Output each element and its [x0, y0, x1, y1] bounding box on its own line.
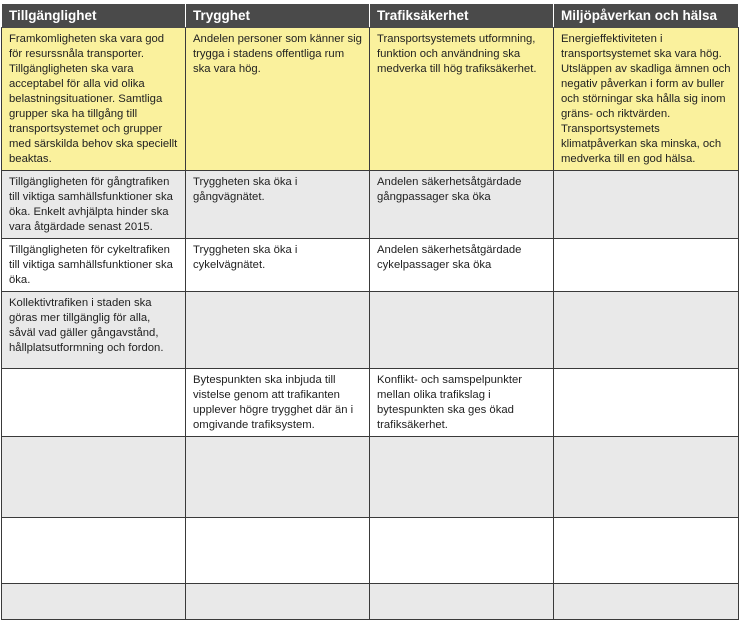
- table-row: [2, 369, 739, 437]
- table-cell: [370, 518, 554, 584]
- table-row: [2, 518, 739, 584]
- table-cell: [554, 584, 739, 620]
- table-row: [2, 437, 739, 518]
- table-cell: [2, 584, 186, 620]
- table-cell: [186, 518, 370, 584]
- table-row: [2, 584, 739, 620]
- table-cell: Tryggheten ska öka i gångvägnätet.: [186, 171, 370, 239]
- table-cell: [186, 584, 370, 620]
- header-trygghet: Trygghet: [186, 4, 370, 28]
- header-tillganglighet: Tillgänglighet: [2, 4, 186, 28]
- table-cell: Framkomligheten ska vara god för resurssnåla transporter. Tillgängligheten ska vara acceptabel för alla vid olika belastningsituationer. Samtliga grupper ska ha tillgång till transportsystemet och grupper med särskilda behov ska speciellt beaktas.: [2, 28, 186, 171]
- header-miljopaverkan: Miljöpåverkan och hälsa: [554, 4, 739, 28]
- table-cell: Andelen säkerhetsåtgärdade gångpassager ska öka: [370, 171, 554, 239]
- table-row: [2, 292, 739, 369]
- table-cell: [2, 437, 186, 518]
- table-cell: Andelen personer som känner sig trygga i stadens offentliga rum ska vara hög.: [186, 28, 370, 171]
- table-cell: [186, 292, 370, 369]
- table-cell: Bytespunkten ska inbjuda till vistelse genom att trafikanten upplever högre trygghet där än i omgivande trafiksystem.: [186, 369, 370, 437]
- header-trafiksakerhet: Trafiksäkerhet: [370, 4, 554, 28]
- table-cell: Konflikt- och samspelpunkter mellan olika trafikslag i bytespunkten ska ges ökad trafiksäkerhet.: [370, 369, 554, 437]
- table-cell: [554, 437, 739, 518]
- table-cell: Andelen säkerhetsåtgärdade cykelpassager ska öka: [370, 239, 554, 292]
- table-cell: Tillgängligheten för cykeltrafiken till viktiga samhällsfunktioner ska öka.: [2, 239, 186, 292]
- table-row: [2, 239, 739, 292]
- table-cell: [370, 437, 554, 518]
- table-cell: [186, 437, 370, 518]
- table-cell: [370, 292, 554, 369]
- table-cell: [554, 239, 739, 292]
- table-cell: [554, 292, 739, 369]
- table-cell: Transportsystemets utformning, funktion och användning ska medverka till hög trafiksäkerhet.: [370, 28, 554, 171]
- table-cell: Tryggheten ska öka i cykelvägnätet.: [186, 239, 370, 292]
- table-cell: [370, 584, 554, 620]
- table-row: [2, 28, 739, 171]
- header-row: [2, 4, 739, 28]
- goals-table: [1, 3, 739, 620]
- table-cell: [554, 171, 739, 239]
- table-cell: Tillgängligheten för gångtrafiken till viktiga samhällsfunktioner ska öka. Enkelt avhjälpta hinder ska vara åtgärdade senast 2015.: [2, 171, 186, 239]
- table-cell: [2, 369, 186, 437]
- table-cell: Kollektivtrafiken i staden ska göras mer tillgänglig för alla, såväl vad gäller gångavstånd, hållplatsutformning och fordon.: [2, 292, 186, 369]
- table-cell: [2, 518, 186, 584]
- table-cell: [554, 518, 739, 584]
- table-cell: [554, 369, 739, 437]
- table-cell: Energieffektiviteten i transportsystemet ska vara hög. Utsläppen av skadliga ämnen och negativ påverkan i form av buller och störningar ska hålla sig inom gräns- och riktvärden. Transportsystemets klimatpåverkan ska minska, och medverka till en god hälsa.: [554, 28, 739, 171]
- table-row: [2, 171, 739, 239]
